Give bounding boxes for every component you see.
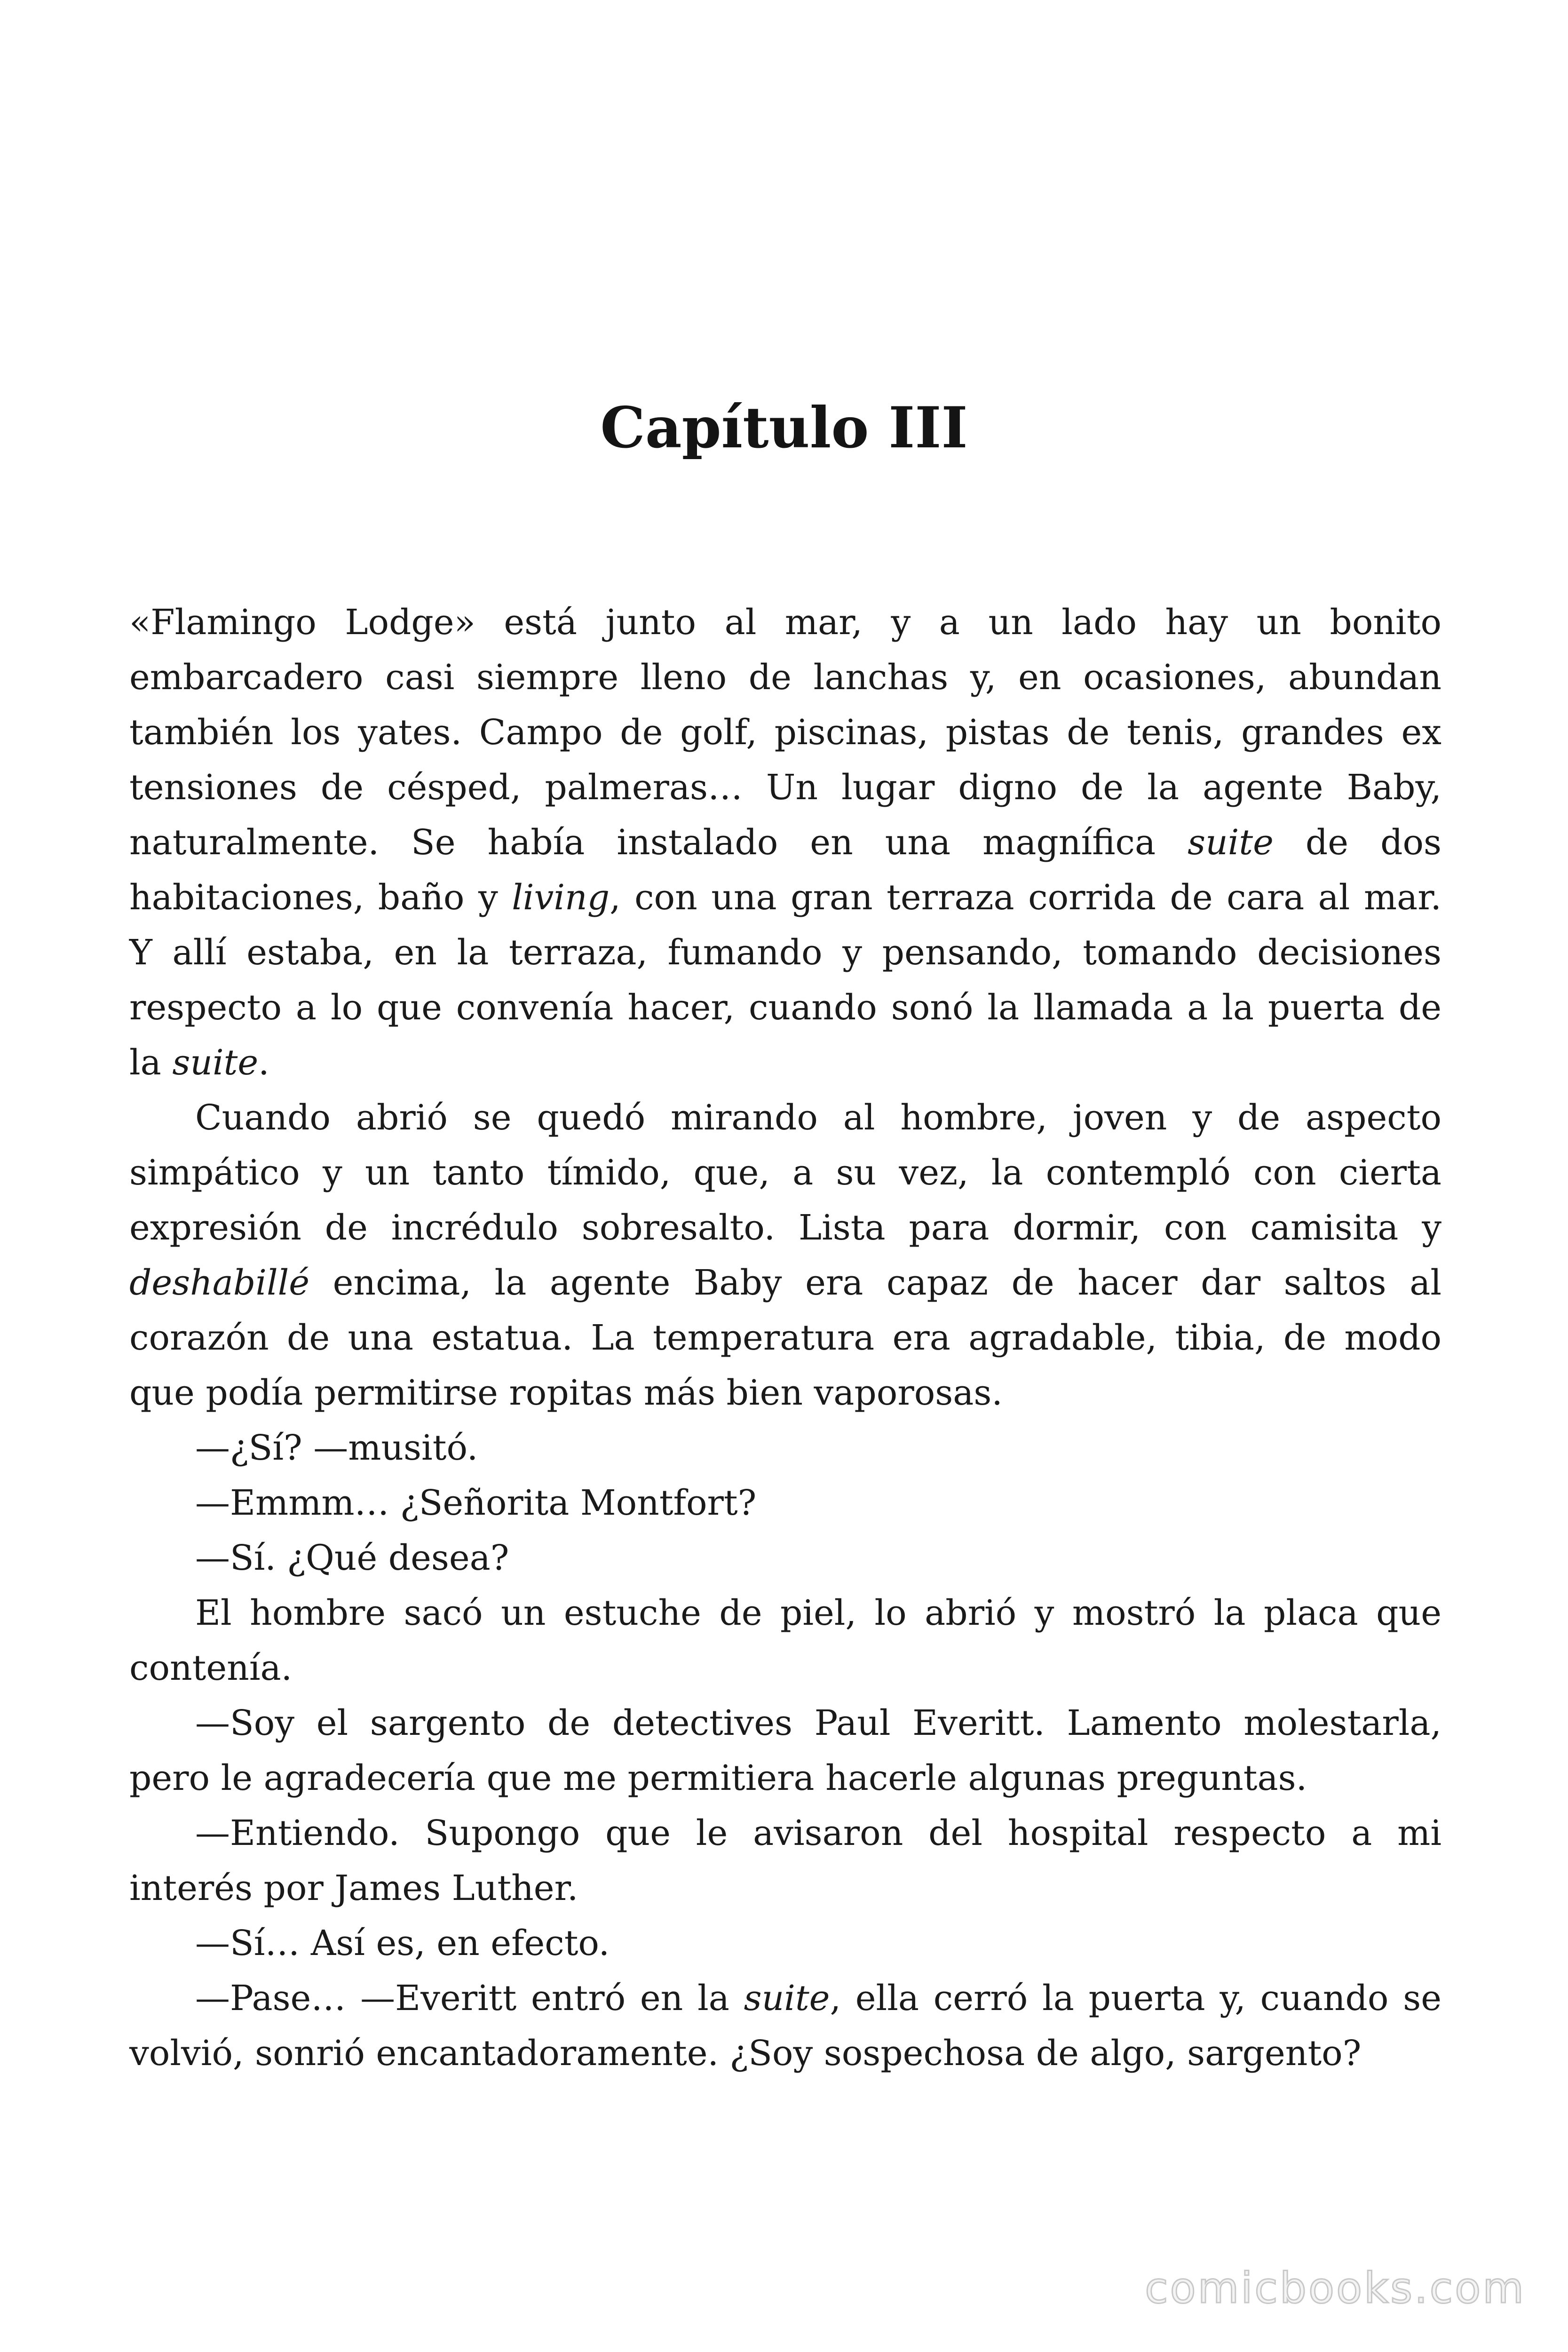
italic-run: deshabillé [129,1263,310,1303]
site-watermark: comicbooks.com [1145,2264,1526,2313]
dialogue-line [129,1531,1441,1586]
paragraph [129,1586,1441,1696]
dialogue-line [129,1421,1441,1476]
text-run: —¿Sí? —musitó. [195,1428,478,1468]
text-run: «Flamingo Lodge» está junto al mar, y a un lado hay un bonito embarcadero casi siempre lleno de lanchas y, en ocasiones, abundan también los yates. Campo de golf, piscinas, pistas de tenis, grandes ex tensiones de césped, palmeras… Un lugar digno de la agente Baby, naturalmente. Se había instalado en una magnífica [129,602,1441,863]
text-run: —Pase… —Everitt entró en la [195,1978,744,2018]
text-run: —Emmm… ¿Señorita Montfort? [195,1483,757,1523]
text-run: , con una gran terraza corrida de cara al mar. Y allí estaba, en la terraza, fumando y pensando, tomando decisiones respecto a lo que convenía hacer, cuando sonó la llamada a la puerta de la [129,877,1441,1083]
dialogue-line [129,1971,1441,2081]
chapter-title: Capítulo III [600,395,968,461]
text-run: . [258,1042,269,1083]
text-run: —Sí. ¿Qué desea? [195,1538,509,1578]
italic-run: suite [744,1978,830,2018]
text-run: —Sí… Así es, en efecto. [195,1923,610,1963]
paragraph [129,1090,1441,1421]
dialogue-line [129,1806,1441,1916]
text-run: —Entiendo. Supongo que le avisaron del hospital respecto a mi interés por James Luther. [129,1813,1441,1908]
chapter-body [129,595,1441,2081]
text-run: de dos habitaciones, baño y [129,822,1441,918]
text-run: —Soy el sargento de detectives Paul Everitt. Lamento molestarla, pero le agradecería que me permitiera hacerle algunas preguntas. [129,1703,1441,1798]
italic-run: suite [1188,822,1274,863]
text-run: El hombre sacó un estuche de piel, lo abrió y mostró la placa que contenía. [129,1593,1441,1688]
dialogue-line [129,1696,1441,1806]
text-run: Cuando abrió se quedó mirando al hombre, joven y de aspecto simpático y un tanto tímido, que, a su vez, la contempló con cierta expresión de incrédulo sobresalto. Lista para dormir, con camisita y [129,1097,1441,1248]
text-run: , ella cerró la puerta y, cuando se volvió, sonrió encantadoramente. ¿Soy sospechosa de algo, sargento? [129,1978,1442,2074]
dialogue-line [129,1476,1441,1531]
paragraph [129,595,1441,1090]
dialogue-line [129,1916,1441,1971]
text-run: encima, la agente Baby era capaz de hacer dar saltos al corazón de una estatua. La temperatura era agradable, tibia, de modo que podía permitirse ropitas más bien vaporosas. [129,1263,1441,1413]
italic-run: suite [172,1042,259,1083]
italic-run: living [512,877,610,918]
